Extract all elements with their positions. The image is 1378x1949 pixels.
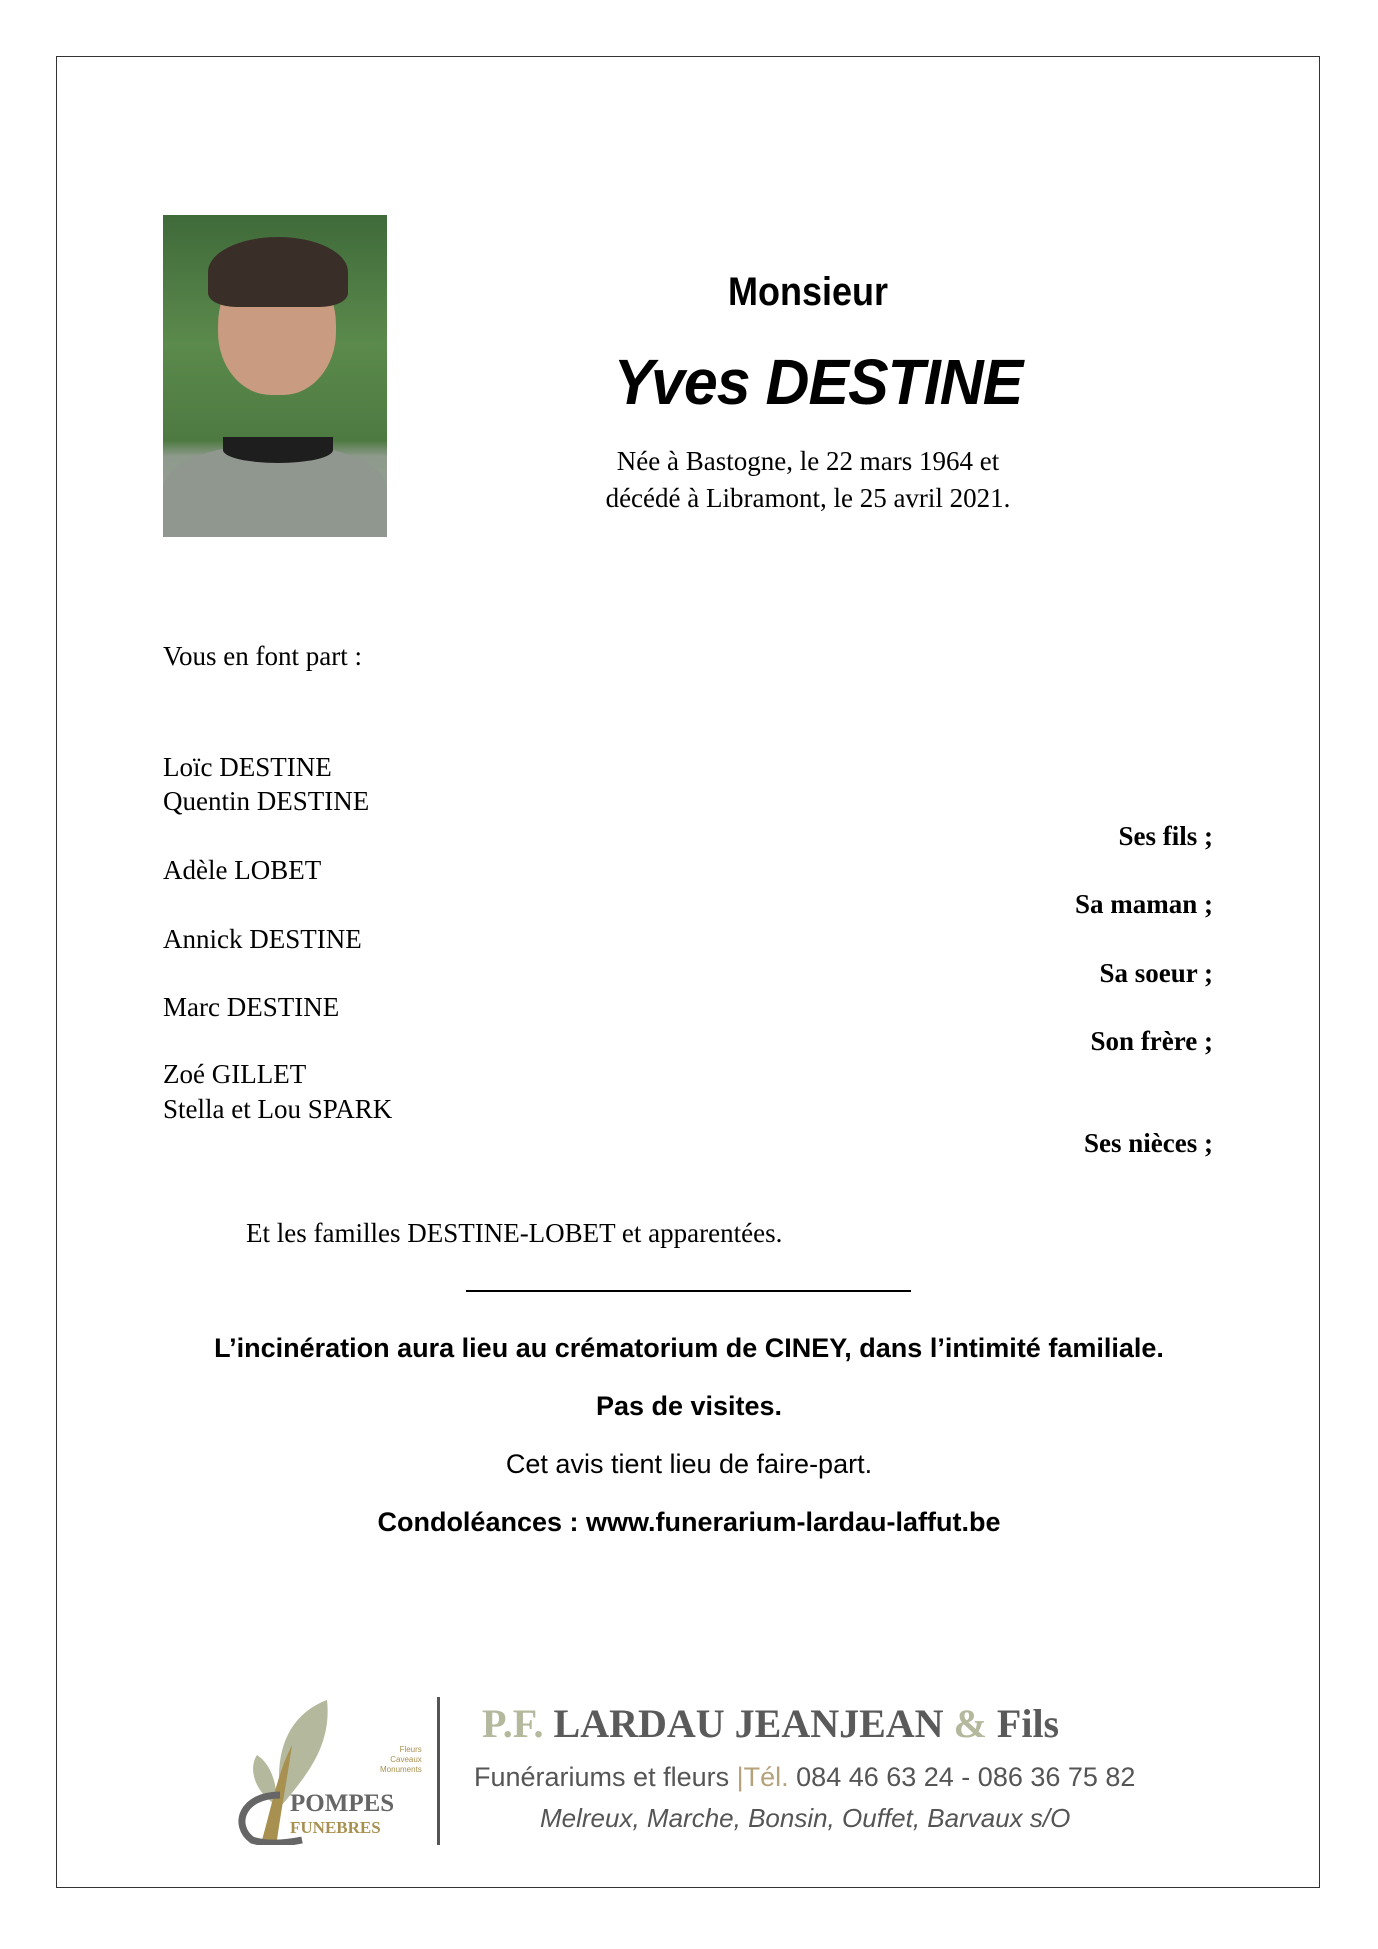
logo-tagline [380, 1745, 422, 1775]
birth-line: Née à Bastogne, le 22 mars 1964 et [616, 446, 1000, 476]
portrait-photo [163, 215, 387, 537]
family-member: Adèle LOBET [163, 855, 322, 885]
relation-label: Ses nièces ; [1084, 1128, 1213, 1158]
no-visits-text: Pas de visites. [595, 1391, 783, 1421]
family-member: Zoé GILLET [163, 1059, 307, 1089]
title: Monsieur [727, 270, 889, 314]
family-member: Annick DESTINE [163, 924, 362, 954]
phone-numbers: 084 46 63 24 - 086 36 75 82 [796, 1762, 1136, 1792]
deceased-name: Yves DESTINE [613, 346, 1023, 418]
tel-label: |Tél. [736, 1762, 789, 1792]
family-member: Marc DESTINE [163, 992, 340, 1022]
logo-word2: FUNEBRES [290, 1818, 381, 1837]
death-line: décédé à Libramont, le 25 avril 2021. [605, 483, 1011, 513]
footer-separator [437, 1697, 440, 1845]
company-pf: P.F. [482, 1701, 544, 1746]
company-name [482, 1700, 1059, 1747]
company-contact [474, 1762, 1135, 1793]
services-text: Funérariums et fleurs [474, 1762, 730, 1792]
condolences-text: Condoléances : www.funerarium-lardau-laffut.be [377, 1507, 1001, 1537]
logo-word1: POMPES [290, 1790, 395, 1817]
relation-label: Son frère ; [1090, 1026, 1213, 1056]
photo-hair [208, 237, 348, 307]
company-locations: Melreux, Marche, Bonsin, Ouffet, Barvaux s/O [540, 1803, 1071, 1833]
logo-tag: Caveaux [390, 1755, 422, 1764]
family-member: Quentin DESTINE [163, 786, 370, 816]
company-fils: Fils [996, 1701, 1060, 1746]
logo-tag: Fleurs [399, 1745, 422, 1754]
company-name-main: LARDAU JEANJEAN [553, 1701, 944, 1746]
family-member: Loïc DESTINE [163, 752, 332, 782]
notice-text: Cet avis tient lieu de faire-part. [505, 1449, 873, 1479]
cremation-text: L’incinération aura lieu au crématorium de CINEY, dans l’intimité familiale. [214, 1333, 1164, 1363]
logo-tag: Monuments [380, 1765, 422, 1774]
family-member: Stella et Lou SPARK [163, 1094, 393, 1124]
relation-label: Ses fils ; [1118, 821, 1213, 851]
photo-collar [223, 437, 333, 463]
intro-text: Vous en font part : [163, 641, 362, 671]
birth-death-info [606, 443, 1011, 517]
divider [466, 1290, 911, 1292]
company-amp: & [953, 1701, 987, 1746]
relation-label: Sa maman ; [1074, 889, 1213, 919]
relation-label: Sa soeur ; [1099, 958, 1213, 988]
families-text: Et les familles DESTINE-LOBET et apparentées. [246, 1218, 783, 1248]
